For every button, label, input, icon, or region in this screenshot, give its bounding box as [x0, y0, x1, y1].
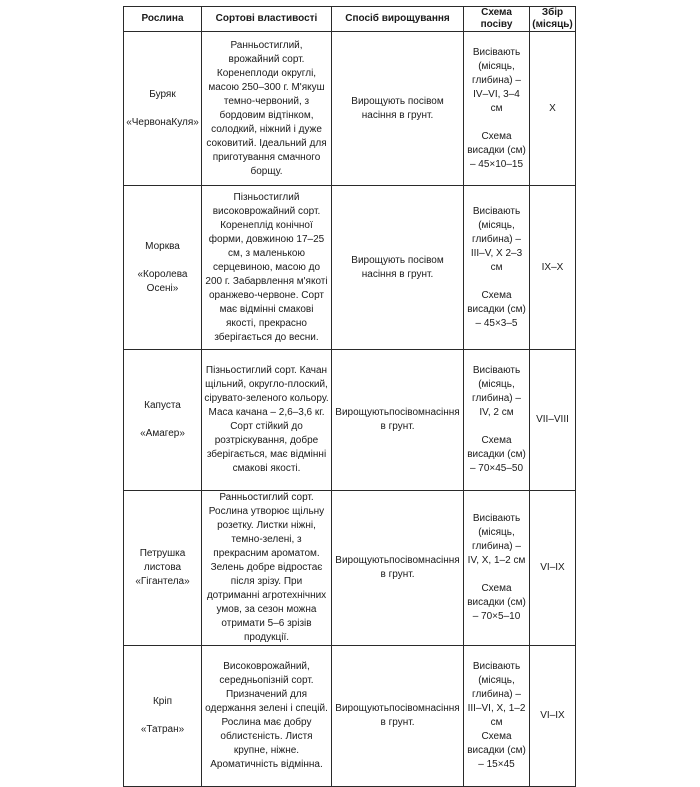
- planting-info: Схема висадки (см) – 45×3–5: [467, 289, 526, 329]
- table-header-row: [124, 7, 576, 32]
- planting-info: Схема висадки (см) – 70×45–50: [467, 435, 526, 474]
- plant-name: Капуста: [144, 400, 181, 411]
- cell-plant: [124, 186, 202, 350]
- cell-sowing-scheme: [464, 491, 530, 646]
- plant-variety: «ЧервонаКуля»: [126, 116, 199, 128]
- plant-name: Буряк: [149, 88, 176, 100]
- crop-varieties-table: [123, 6, 576, 787]
- planting-info: Схема висадки (см) – 15×45: [467, 731, 526, 770]
- sowing-info: Висівають (місяць, глибина) – IV–VI, 3–4 см: [472, 46, 521, 114]
- cell-plant: [124, 32, 202, 186]
- cell-plant: [124, 350, 202, 491]
- sowing-info: Висівають (місяць, глибина) – III–VI, X, 1–2 см: [467, 661, 526, 728]
- planting-info: Схема висадки (см) – 45×10–15: [467, 130, 526, 170]
- header-harvest: Збір (місяць): [530, 7, 576, 32]
- cell-harvest: VI–IX: [530, 491, 576, 646]
- header-sowing-scheme: Схема посіву: [464, 7, 530, 32]
- cell-sowing-scheme: [464, 186, 530, 350]
- header-plant: Рослина: [124, 7, 202, 32]
- cell-properties: Високоврожайний, середньопізній сорт. Призначений для одержання зелені і спецій. Рослина має добру облистєність. Листя крупне, ніжне. Ароматичність відмінна.: [202, 646, 332, 787]
- cell-harvest: IX–X: [530, 186, 576, 350]
- table-row: [124, 491, 576, 646]
- plant-name: Кріп: [152, 696, 173, 707]
- cell-harvest: VII–VIII: [530, 350, 576, 491]
- cell-sowing-scheme: [464, 32, 530, 186]
- cell-sowing-scheme: [464, 646, 530, 787]
- cell-plant: [124, 491, 202, 646]
- table-row: [124, 646, 576, 787]
- cell-properties: Ранньостиглий сорт. Рослина утворює щільну розетку. Листки ніжні, темно-зелені, з прекрасним ароматом. Зелень добре відростає після зрізу. При дотриманні агротехнічних умов, за сезон можна отримати 5–6 зрізів продукції.: [202, 491, 332, 646]
- sowing-info: Висівають (місяць, глибина) – III–V, X 2–3 см: [470, 205, 523, 273]
- cell-method: Вирощують посівом насіння в грунт.: [332, 32, 464, 186]
- table-row: [124, 350, 576, 491]
- cell-sowing-scheme: [464, 350, 530, 491]
- planting-info: Схема висадки (см) – 70×5–10: [467, 583, 526, 622]
- cell-method: Вирощуютьпосівомнасіння в грунт.: [332, 350, 464, 491]
- table-row: [124, 32, 576, 186]
- cell-method: Вирощують посівом насіння в грунт.: [332, 186, 464, 350]
- plant-name: Петрушка листова «Гігантела»: [135, 548, 190, 587]
- sowing-info: Висівають (місяць, глибина) – IV, 2 см: [472, 365, 521, 418]
- plant-variety: «Амагер»: [140, 428, 185, 439]
- cell-method: Вирощуютьпосівомнасіння в грунт.: [332, 491, 464, 646]
- table-row: [124, 186, 576, 350]
- cell-method: Вирощуютьпосівомнасіння в грунт.: [332, 646, 464, 787]
- plant-name: Морква: [145, 240, 180, 252]
- cell-properties: Пізньостиглий сорт. Качан щільний, округло-плоский, сірувато-зеленого кольору. Маса качана – 2,6–3,6 кг. Сорт стійкий до розтріскування, добре зберігається, має відмінні смакові якості.: [202, 350, 332, 491]
- cell-harvest: VI–IX: [530, 646, 576, 787]
- plant-variety: «Татран»: [140, 724, 185, 735]
- header-properties: Сортові властивості: [202, 7, 332, 32]
- cell-plant: [124, 646, 202, 787]
- header-method: Спосіб вирощування: [332, 7, 464, 32]
- plant-variety: «Королева Осені»: [137, 268, 188, 294]
- cell-properties: Ранньостиглий, врожайний сорт. Коренеплоди округлі, масою 250–300 г. М'якуш темно-червоний, з бордовим відтінком, солодкий, ніжний і дуже соковитий. Ідеальний для приготування смачного борщу.: [202, 32, 332, 186]
- cell-properties: Пізньостиглий високоврожайний сорт. Коренеплід конічної форми, довжиною 17–25 см, з маленькою серцевиною, масою до 200 г. Забарвлення м'якоті оранжево-червоне. Сорт має відмінні смакові якості, прекрасно зберігається до весни.: [202, 186, 332, 350]
- sowing-info: Висівають (місяць, глибина) – IV, X, 1–2 см: [467, 513, 526, 566]
- cell-harvest: X: [530, 32, 576, 186]
